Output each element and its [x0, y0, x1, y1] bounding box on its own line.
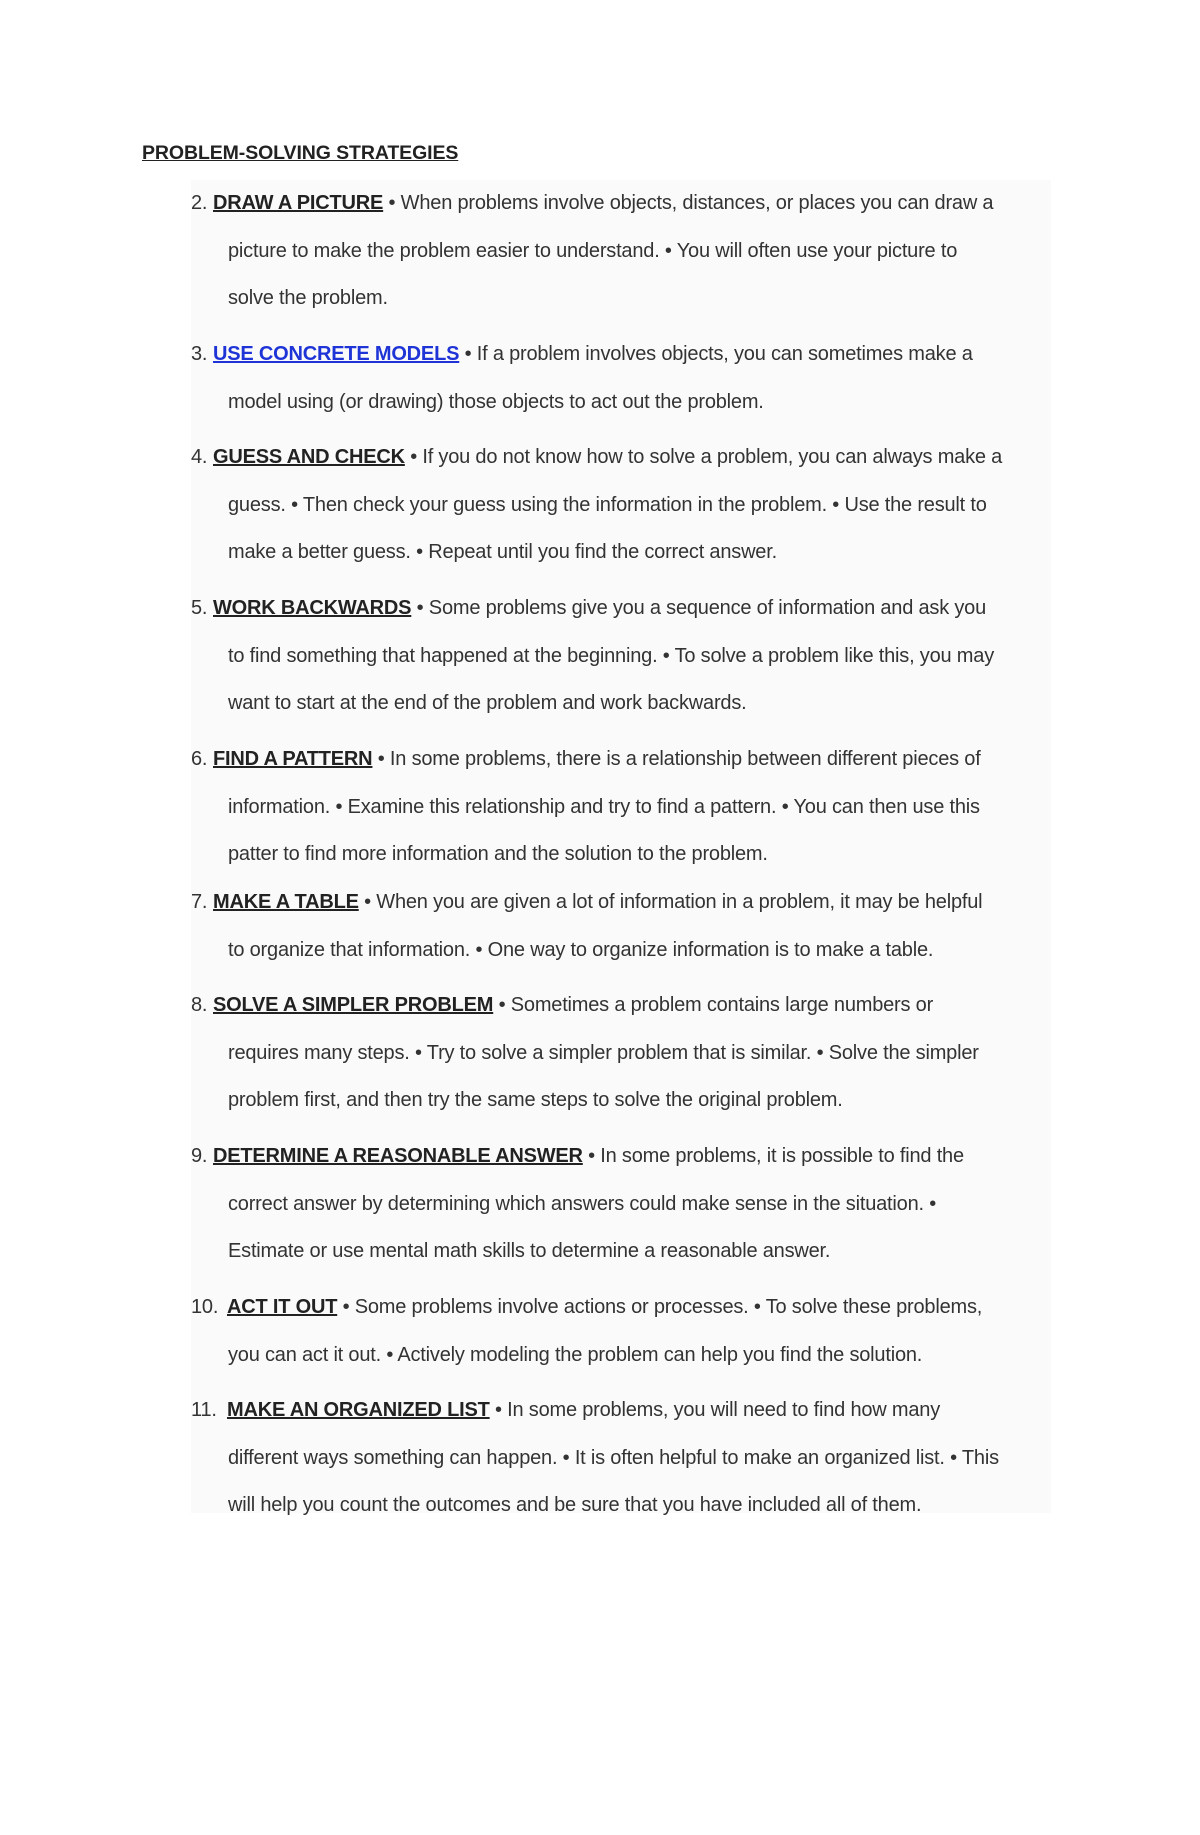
strategy-heading[interactable]: GUESS AND CHECK: [213, 446, 405, 468]
strategy-solve-a-simpler-problem: [191, 982, 1051, 1125]
page-title: PROBLEM-SOLVING STRATEGIES: [142, 142, 459, 164]
strategy-make-a-table: [191, 879, 1051, 974]
item-line: make a better guess. • Repeat until you find the correct answer.: [228, 541, 777, 563]
strategy-heading[interactable]: ACT IT OUT: [227, 1296, 338, 1318]
item-number: 8.: [191, 994, 208, 1016]
strategy-heading[interactable]: FIND A PATTERN: [213, 748, 373, 770]
item-first-line: [227, 1284, 1051, 1332]
item-text: • In some problems, you will need to find how many: [489, 1399, 940, 1421]
strategy-heading[interactable]: MAKE AN ORGANIZED LIST: [227, 1399, 490, 1421]
item-number: 10.: [191, 1296, 219, 1318]
item-line: solve the problem.: [228, 287, 388, 309]
item-text: • Some problems involve actions or processes. • To solve these problems,: [337, 1296, 983, 1318]
strategy-work-backwards: [191, 585, 1051, 728]
item-line: to find something that happened at the beginning. • To solve a problem like this, you may: [228, 644, 994, 667]
item-number: 3.: [191, 343, 208, 365]
item-text: • When you are given a lot of information in a problem, it may be helpful: [358, 891, 983, 913]
item-number: 7.: [191, 891, 208, 913]
item-text: • If a problem involves objects, you can sometimes make a: [459, 343, 973, 365]
item-text: • When problems involve objects, distances, or places you can draw a: [383, 192, 994, 214]
strategy-heading-link[interactable]: USE CONCRETE MODELS: [213, 343, 460, 365]
strategy-heading[interactable]: MAKE A TABLE: [213, 891, 359, 913]
item-first-line: [213, 585, 1051, 633]
item-line: guess. • Then check your guess using the information in the problem. • Use the result to: [228, 493, 987, 516]
strategy-heading[interactable]: DRAW A PICTURE: [213, 192, 384, 214]
item-line: want to start at the end of the problem and work backwards.: [228, 692, 747, 714]
item-first-line: [213, 331, 1051, 379]
strategy-determine-a-reasonable-answer: [191, 1133, 1051, 1276]
item-text: • In some problems, it is possible to find the: [582, 1145, 964, 1167]
item-line: information. • Examine this relationship and try to find a pattern. • You can then use this: [228, 795, 980, 818]
item-line: different ways something can happen. • It is often helpful to make an organized list. • This: [228, 1446, 999, 1469]
item-number: 6.: [191, 748, 208, 770]
item-line: problem first, and then try the same steps to solve the original problem.: [228, 1089, 843, 1111]
item-text: • In some problems, there is a relationship between different pieces of: [372, 748, 981, 770]
item-text: • If you do not know how to solve a problem, you can always make a: [404, 446, 1003, 468]
item-first-line: [227, 1387, 1051, 1435]
item-line: patter to find more information and the solution to the problem.: [228, 843, 768, 865]
strategy-list: [191, 180, 1051, 1516]
item-number: 4.: [191, 446, 208, 468]
item-first-line: [213, 982, 1051, 1030]
item-line: requires many steps. • Try to solve a simpler problem that is similar. • Solve the simpler: [228, 1041, 979, 1064]
item-line: picture to make the problem easier to understand. • You will often use your picture to: [228, 239, 958, 262]
strategy-heading[interactable]: DETERMINE A REASONABLE ANSWER: [213, 1145, 583, 1167]
item-first-line: [213, 180, 1051, 228]
strategy-find-a-pattern: [191, 736, 1051, 879]
item-first-line: [213, 736, 1051, 784]
item-number: 5.: [191, 597, 208, 619]
item-line: Estimate or use mental math skills to determine a reasonable answer.: [228, 1240, 831, 1262]
item-line: you can act it out. • Actively modeling the problem can help you find the solution.: [228, 1343, 923, 1366]
item-text: • Sometimes a problem contains large numbers or: [493, 994, 934, 1016]
item-first-line: [213, 434, 1051, 482]
item-first-line: [213, 879, 1051, 927]
strategy-heading[interactable]: SOLVE A SIMPLER PROBLEM: [213, 994, 494, 1016]
item-line: will help you count the outcomes and be sure that you have included all of them.: [228, 1494, 922, 1516]
item-text: • Some problems give you a sequence of information and ask you: [411, 597, 987, 619]
strategy-draw-a-picture: [191, 180, 1051, 323]
item-number: 2.: [191, 192, 208, 214]
item-first-line: [213, 1133, 1051, 1181]
item-line: correct answer by determining which answers could make sense in the situation. •: [228, 1192, 937, 1215]
strategy-heading[interactable]: WORK BACKWARDS: [213, 597, 412, 619]
strategy-guess-and-check: [191, 434, 1051, 577]
item-number: 9.: [191, 1145, 208, 1167]
strategy-make-an-organized-list: [191, 1387, 1051, 1530]
item-line: to organize that information. • One way to organize information is to make a table.: [228, 938, 934, 961]
item-number: 11.: [191, 1399, 217, 1421]
strategy-act-it-out: [191, 1284, 1051, 1379]
strategy-use-concrete-models: [191, 331, 1051, 426]
item-line: model using (or drawing) those objects to act out the problem.: [228, 390, 764, 413]
